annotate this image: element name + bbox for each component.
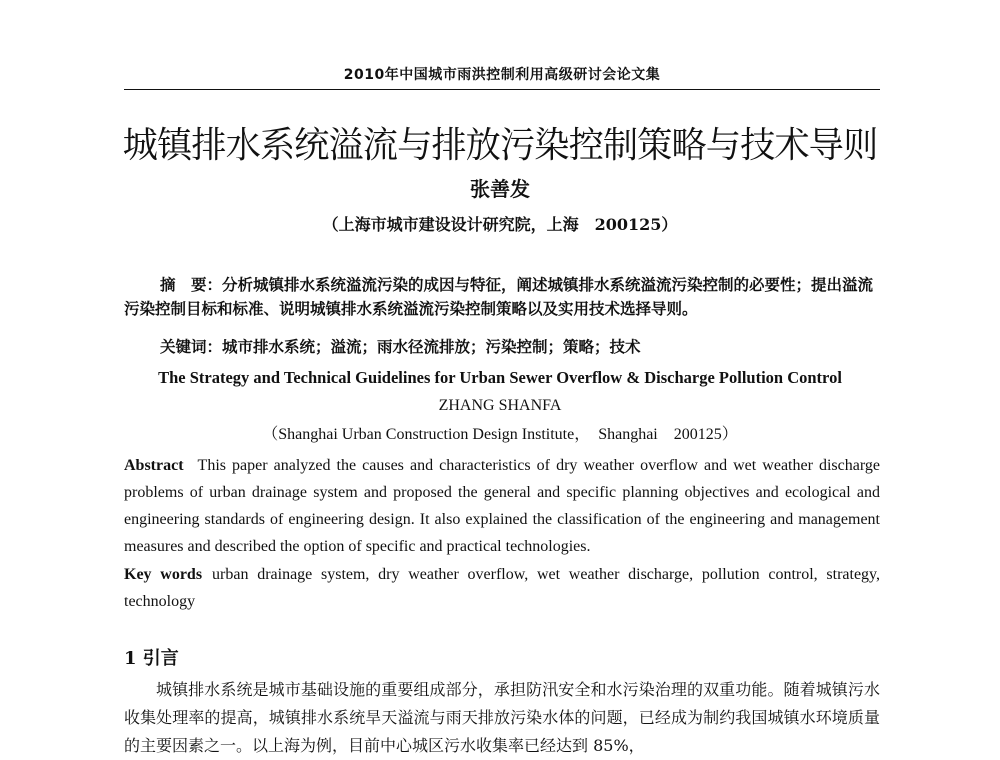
abstract-en [124,452,880,560]
header-rule [124,89,880,90]
abstract-cn-label: 摘 要： [160,275,223,294]
running-header: 2010年中国城市雨洪控制利用高级研讨会论文集 [343,67,661,83]
keywords-cn-text: 城市排水系统；溢流；雨水径流排放；污染控制；策略；技术 [222,337,641,356]
author-en: ZHANG SHANFA [438,397,562,414]
abstract-cn-text: 分析城镇排水系统溢流污染的成因与特征，阐述城镇排水系统溢流污染控制的必要性；提出溢流污染控制目标和标准、说明城镇排水系统溢流污染控制策略以及实用技术选择导则。 [124,275,874,318]
keywords-en [124,561,880,615]
paper-title-en: The Strategy and Technical Guidelines for Urban Sewer Overflow & Discharge Pollution Control [158,368,842,387]
paper-title-cn: 城镇排水系统溢流与排放污染控制策略与技术导则 [122,125,878,166]
section-body-introduction: 城镇排水系统是城市基础设施的重要组成部分，承担防汛安全和水污染治理的双重功能。随着城镇污水收集处理率的提高，城镇排水系统旱天溢流与雨天排放污染水体的问题，已经成为制约我国城镇水环境质量的主要因素之一。以上海为例，目前中心城区污水收集率已经达到 85%， [124,680,880,755]
abstract-en-label: Abstract [124,457,184,474]
affiliation-en: （Shanghai Urban Construction Design Institute， Shanghai 200125） [262,426,738,443]
author-cn: 张善发 [470,177,530,201]
abstract-cn [124,273,880,321]
keywords-cn-label: 关键词： [160,337,223,356]
keywords-en-text: urban drainage system, dry weather overflow, wet weather discharge, pollution control, strategy, technology [124,566,881,610]
abstract-en-text: This paper analyzed the causes and characteristics of dry weather overflow and wet weather discharge problems of urban drainage system and proposed the general and specific planning objectives and ecological and engineering standards of engineering design. It also explained the classification of the engineering and management measures and described the option of specific and practical technologies. [124,457,880,555]
section-heading-introduction: 1 引言 [124,648,179,669]
keywords-cn [124,335,916,359]
affiliation-cn: （上海市城市建设设计研究院，上海 200125） [322,215,678,234]
keywords-en-label: Key words [124,566,203,583]
